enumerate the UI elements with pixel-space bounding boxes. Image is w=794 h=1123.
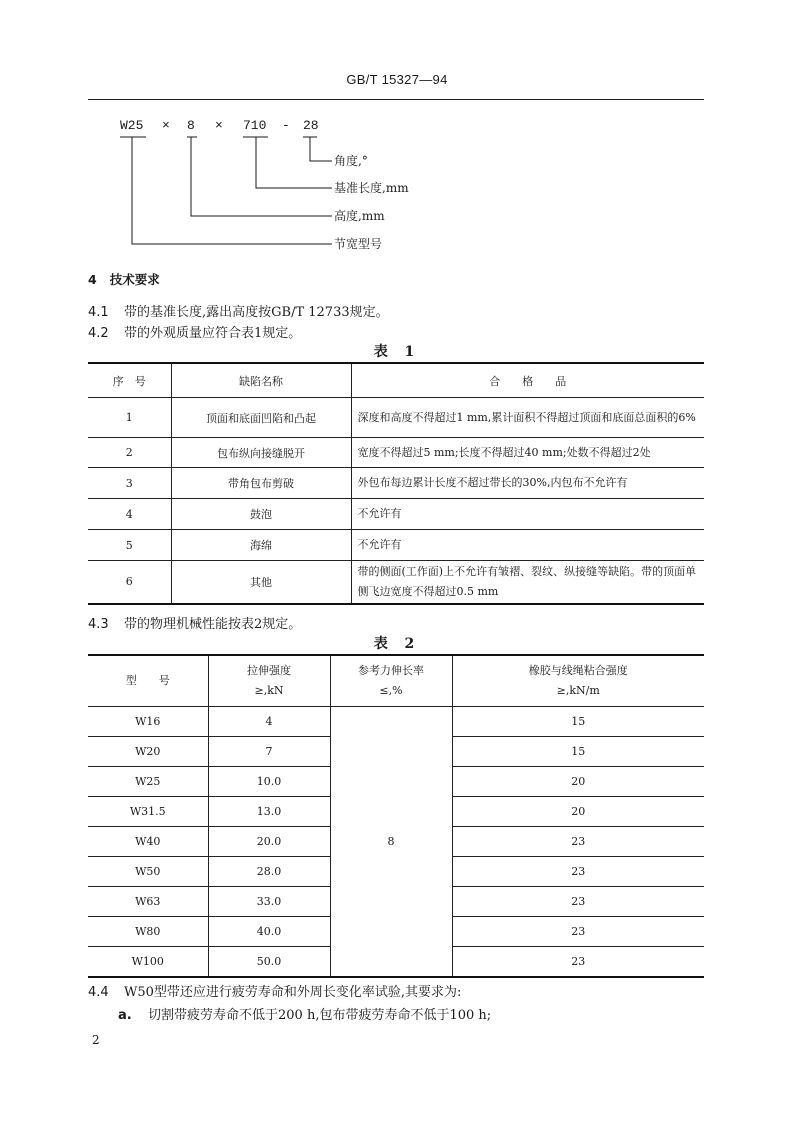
page-header-title: GB/T 15327—94 (346, 72, 448, 87)
table2-header-elongation (330, 655, 452, 707)
table2-cell-adhesion: 23 (452, 857, 704, 887)
table2-cell-model: W80 (88, 917, 208, 947)
code-part-times: × (162, 118, 170, 133)
table2-cell-tensile: 7 (208, 737, 330, 767)
table1-title: 表 1 (373, 344, 421, 360)
code-part-length: 710 (243, 118, 267, 133)
section-heading (88, 270, 160, 288)
table1-cell-defect: 海绵 (171, 530, 351, 561)
table2-cell-model: W50 (88, 857, 208, 887)
table2-cell-model: W40 (88, 827, 208, 857)
clause-text: W50型带还应进行疲劳寿命和外周长变化率试验,其要求为: (124, 985, 462, 1000)
table2-cell-adhesion: 15 (452, 707, 704, 737)
table2-cell-tensile: 10.0 (208, 767, 330, 797)
table-row (88, 707, 704, 737)
table1-header-acceptable: 合 格 品 (351, 363, 704, 398)
table2-header-tensile (208, 655, 330, 707)
table1-cell-no: 4 (88, 499, 171, 530)
table2-cell-adhesion: 20 (452, 797, 704, 827)
table1-cell-no: 3 (88, 468, 171, 499)
item-text: 切割带疲劳寿命不低于200 h,包布带疲劳寿命不低于100 h; (148, 1008, 492, 1023)
table2-cell-adhesion: 23 (452, 947, 704, 978)
table2-physical-properties (88, 654, 704, 978)
code-part-dash: - (282, 118, 290, 133)
table1-cell-defect: 包布纵向接缝脱开 (171, 438, 351, 468)
table2-cell-adhesion: 23 (452, 827, 704, 857)
table2-cell-model: W16 (88, 707, 208, 737)
table-row (88, 530, 704, 561)
caption-height: 高度,mm (334, 209, 385, 223)
clause-number: 4.3 (88, 617, 109, 632)
table-row (88, 398, 704, 438)
table1-cell-no: 5 (88, 530, 171, 561)
table1-cell-no: 6 (88, 561, 171, 604)
table1-cell-no: 1 (88, 398, 171, 438)
table2-cell-adhesion: 23 (452, 917, 704, 947)
table-row (88, 561, 704, 604)
header-line: 参考力伸长率 (358, 664, 424, 677)
code-part-height: 8 (187, 118, 195, 133)
clause-number: 4.2 (88, 326, 109, 341)
clause-number: 4.1 (88, 305, 109, 320)
table2-header-model: 型 号 (125, 674, 170, 687)
table2-cell-model: W63 (88, 887, 208, 917)
table1-cell-spec: 宽度不得超过5 mm;长度不得超过40 mm;处数不得超过2处 (351, 438, 704, 468)
table2-cell-tensile: 33.0 (208, 887, 330, 917)
table2-title: 表 2 (373, 636, 421, 652)
table2-cell-tensile: 13.0 (208, 797, 330, 827)
caption-pitch-width-model: 节宽型号 (334, 237, 383, 251)
clause-4-4 (88, 981, 461, 1000)
caption-angle: 角度,° (334, 154, 368, 168)
clause-text: 带的外观质量应符合表1规定。 (124, 326, 302, 341)
clause-4-3 (88, 613, 301, 632)
table1-cell-defect: 鼓泡 (171, 499, 351, 530)
table-row (88, 438, 704, 468)
code-part-angle: 28 (303, 118, 319, 133)
table2-header-adhesion (452, 655, 704, 707)
table-row (88, 499, 704, 530)
header-unit: ≥,kN/m (556, 684, 600, 697)
clause-text: 带的物理机械性能按表2规定。 (124, 617, 302, 632)
table2-cell-adhesion: 23 (452, 887, 704, 917)
table1-cell-spec: 深度和高度不得超过1 mm,累计面积不得超过顶面和底面总面积的6% (351, 398, 704, 438)
table1-header-defect: 缺陷名称 (171, 363, 351, 398)
table1-appearance-quality (88, 362, 704, 605)
table2-cell-adhesion: 20 (452, 767, 704, 797)
table2-cell-model: W100 (88, 947, 208, 978)
table2-cell-model: W31.5 (88, 797, 208, 827)
header-unit: ≤,% (379, 684, 403, 697)
table2-cell-tensile: 28.0 (208, 857, 330, 887)
header-line: 拉伸强度 (247, 664, 291, 677)
clause-4-1 (88, 301, 389, 320)
table2-cell-tensile: 20.0 (208, 827, 330, 857)
table2-cell-tensile: 4 (208, 707, 330, 737)
table1-cell-no: 2 (88, 438, 171, 468)
table1-cell-spec: 带的侧面(工作面)上不允许有皱褶、裂纹、纵接缝等缺陷。带的顶面单侧飞边宽度不得超过0.5 mm (351, 561, 704, 604)
clause-text: 带的基准长度,露出高度按GB/T 12733规定。 (124, 305, 389, 320)
header-unit: ≥,kN (254, 684, 284, 697)
table2-cell-model: W25 (88, 767, 208, 797)
table1-cell-defect: 其他 (171, 561, 351, 604)
caption-reference-length: 基准长度,mm (334, 181, 409, 195)
table-row (88, 468, 704, 499)
page-number: 2 (92, 1033, 100, 1047)
table1-cell-spec: 不允许有 (351, 530, 704, 561)
table2-cell-adhesion: 15 (452, 737, 704, 767)
table1-cell-spec: 不允许有 (351, 499, 704, 530)
clause-number: 4.4 (88, 985, 109, 1000)
table2-cell-model: W20 (88, 737, 208, 767)
table1-cell-defect: 顶面和底面凹陷和凸起 (171, 398, 351, 438)
code-part-times: × (215, 118, 223, 133)
table1-header-no: 序 号 (112, 374, 146, 388)
table1-cell-defect: 带角包布剪破 (171, 468, 351, 499)
item-label: a. (118, 1008, 132, 1023)
code-part-width: W25 (120, 118, 144, 133)
designation-leader-lines (0, 0, 794, 270)
item-a (118, 1004, 491, 1023)
table2-cell-elongation: 8 (330, 707, 452, 978)
table2-cell-tensile: 40.0 (208, 917, 330, 947)
clause-4-2 (88, 322, 301, 341)
table2-cell-tensile: 50.0 (208, 947, 330, 978)
table1-cell-spec: 外包布每边累计长度不超过带长的30%,内包布不允许有 (351, 468, 704, 499)
section-title: 技术要求 (109, 272, 160, 287)
section-number: 4 (88, 272, 97, 287)
header-line: 橡胶与线绳粘合强度 (528, 664, 628, 677)
